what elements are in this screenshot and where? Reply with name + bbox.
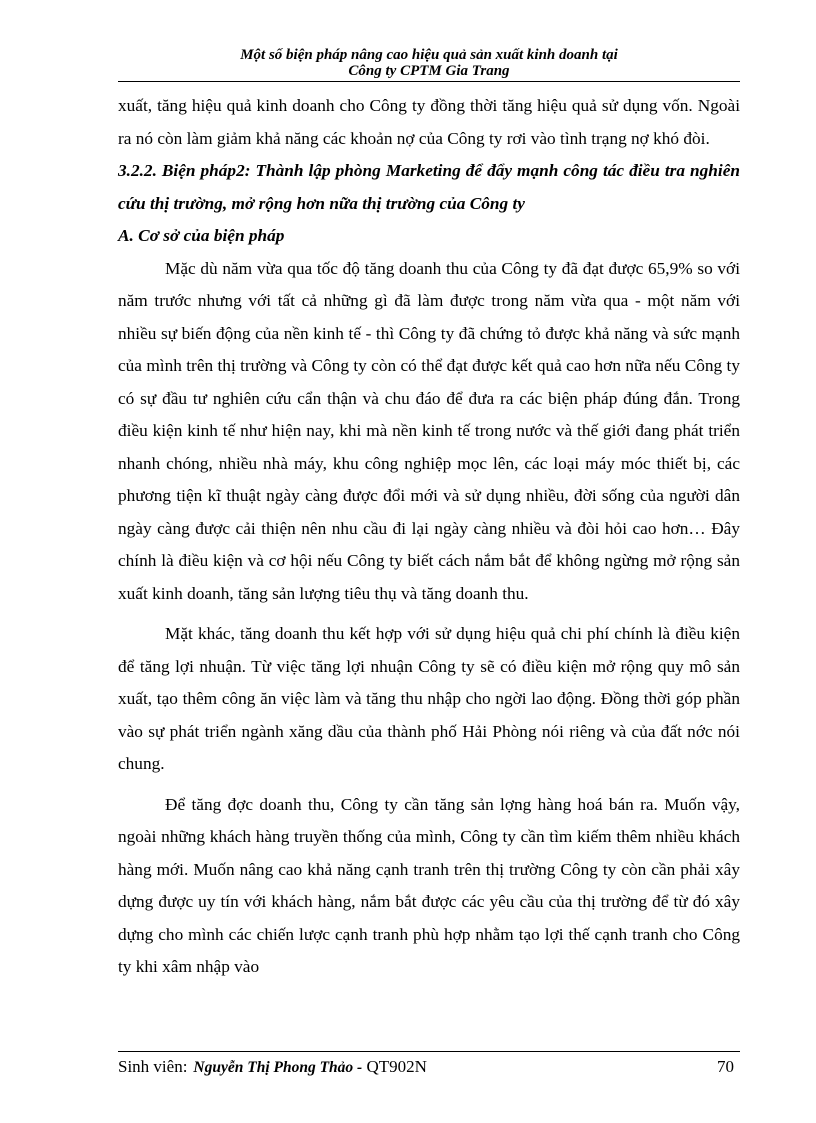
header-line-2: Công ty CPTM Gia Trang (348, 63, 510, 79)
student-class: QT902N (366, 1057, 427, 1076)
student-name: Nguyễn Thị Phong Thảo - (193, 1059, 363, 1076)
running-header (118, 47, 740, 79)
footer-divider (118, 1051, 740, 1052)
subsection-heading: A. Cơ sở của biện pháp (118, 226, 285, 245)
paragraph-revenue: Để tăng đợc doanh thu, Công ty cần tăng sản lợng hàng hoá bán ra. Muốn vậy, ngoài những khách hàng truyền thống của mình, Công ty cần tìm kiếm thêm nhiều khách hàng mới. Muốn nâng cao khả năng cạnh tranh trên thị trường Công ty còn cần phải xây dựng được uy tín với khách hàng, nắm bắt được các yêu cầu của thị trường để từ đó xây dựng cho mình các chiến lược cạnh tranh phù hợp nhằm tạo lợi thế cạnh tranh cho Công ty khi xâm nhập vào (118, 794, 740, 976)
header-divider (118, 81, 740, 82)
student-label: Sinh viên: (118, 1057, 188, 1076)
section-heading: 3.2.2. Biện pháp2: Thành lập phòng Marketing để đẩy mạnh công tác điều tra nghiên cứu thị trường, mở rộng hơn nữa thị trường của Công ty (118, 161, 740, 213)
paragraph-basis: Mặc dù năm vừa qua tốc độ tăng doanh thu của Công ty đã đạt được 65,9% so với năm trước nhưng với tất cả những gì đã làm được trong năm vừa qua - một năm với nhiều sự biến động của nền kinh tế - thì Công ty đã chứng tỏ được khả năng và sức mạnh của mình trên thị trường và Công ty còn có thể đạt được kết quả cao hơn nữa nếu Công ty có sự đầu tư nghiên cứu cẩn thận và chu đáo để đưa ra các biện pháp đúng đắn. Trong điều kiện kinh tế như hiện nay, khi mà nền kinh tế trong nước và thế giới đang phát triển nhanh chóng, nhiều nhà máy, khu công nghiệp mọc lên, các loại máy móc thiết bị, các phương tiện kĩ thuật ngày càng được đổi mới và sử dụng nhiều, đời sống của người dân ngày càng được cải thiện nên nhu cầu đi lại ngày càng nhiều và đòi hỏi cao hơn… Đây chính là điều kiện và cơ hội nếu Công ty biết cách nắm bắt để không ngừng mở rộng sản xuất kinh doanh, tăng sản lượng tiêu thụ và tăng doanh thu. (118, 258, 740, 603)
page-number: 70 (717, 1057, 734, 1076)
paragraph-continuation: xuất, tăng hiệu quả kinh doanh cho Công ty đồng thời tăng hiệu quả sử dụng vốn. Ngoài ra nó còn làm giảm khả năng các khoản nợ của Công ty rơi vào tình trạng nợ khó đòi. (118, 96, 740, 148)
paragraph-profit: Mặt khác, tăng doanh thu kết hợp với sử dụng hiệu quả chi phí chính là điều kiện để tăng lợi nhuận. Từ việc tăng lợi nhuận Công ty sẽ có điều kiện mở rộng quy mô sản xuất, tạo thêm công ăn việc làm và tăng thu nhập cho ngời lao động. Đồng thời góp phần vào sự phát triển ngành xăng dầu của thành phố Hải Phòng nói riêng và của đất nớc nói chung. (118, 624, 740, 773)
header-line-1: Một số biện pháp nâng cao hiệu quả sản xuất kinh doanh tại (240, 47, 618, 63)
student-info (118, 1056, 427, 1079)
page-body (118, 90, 740, 984)
